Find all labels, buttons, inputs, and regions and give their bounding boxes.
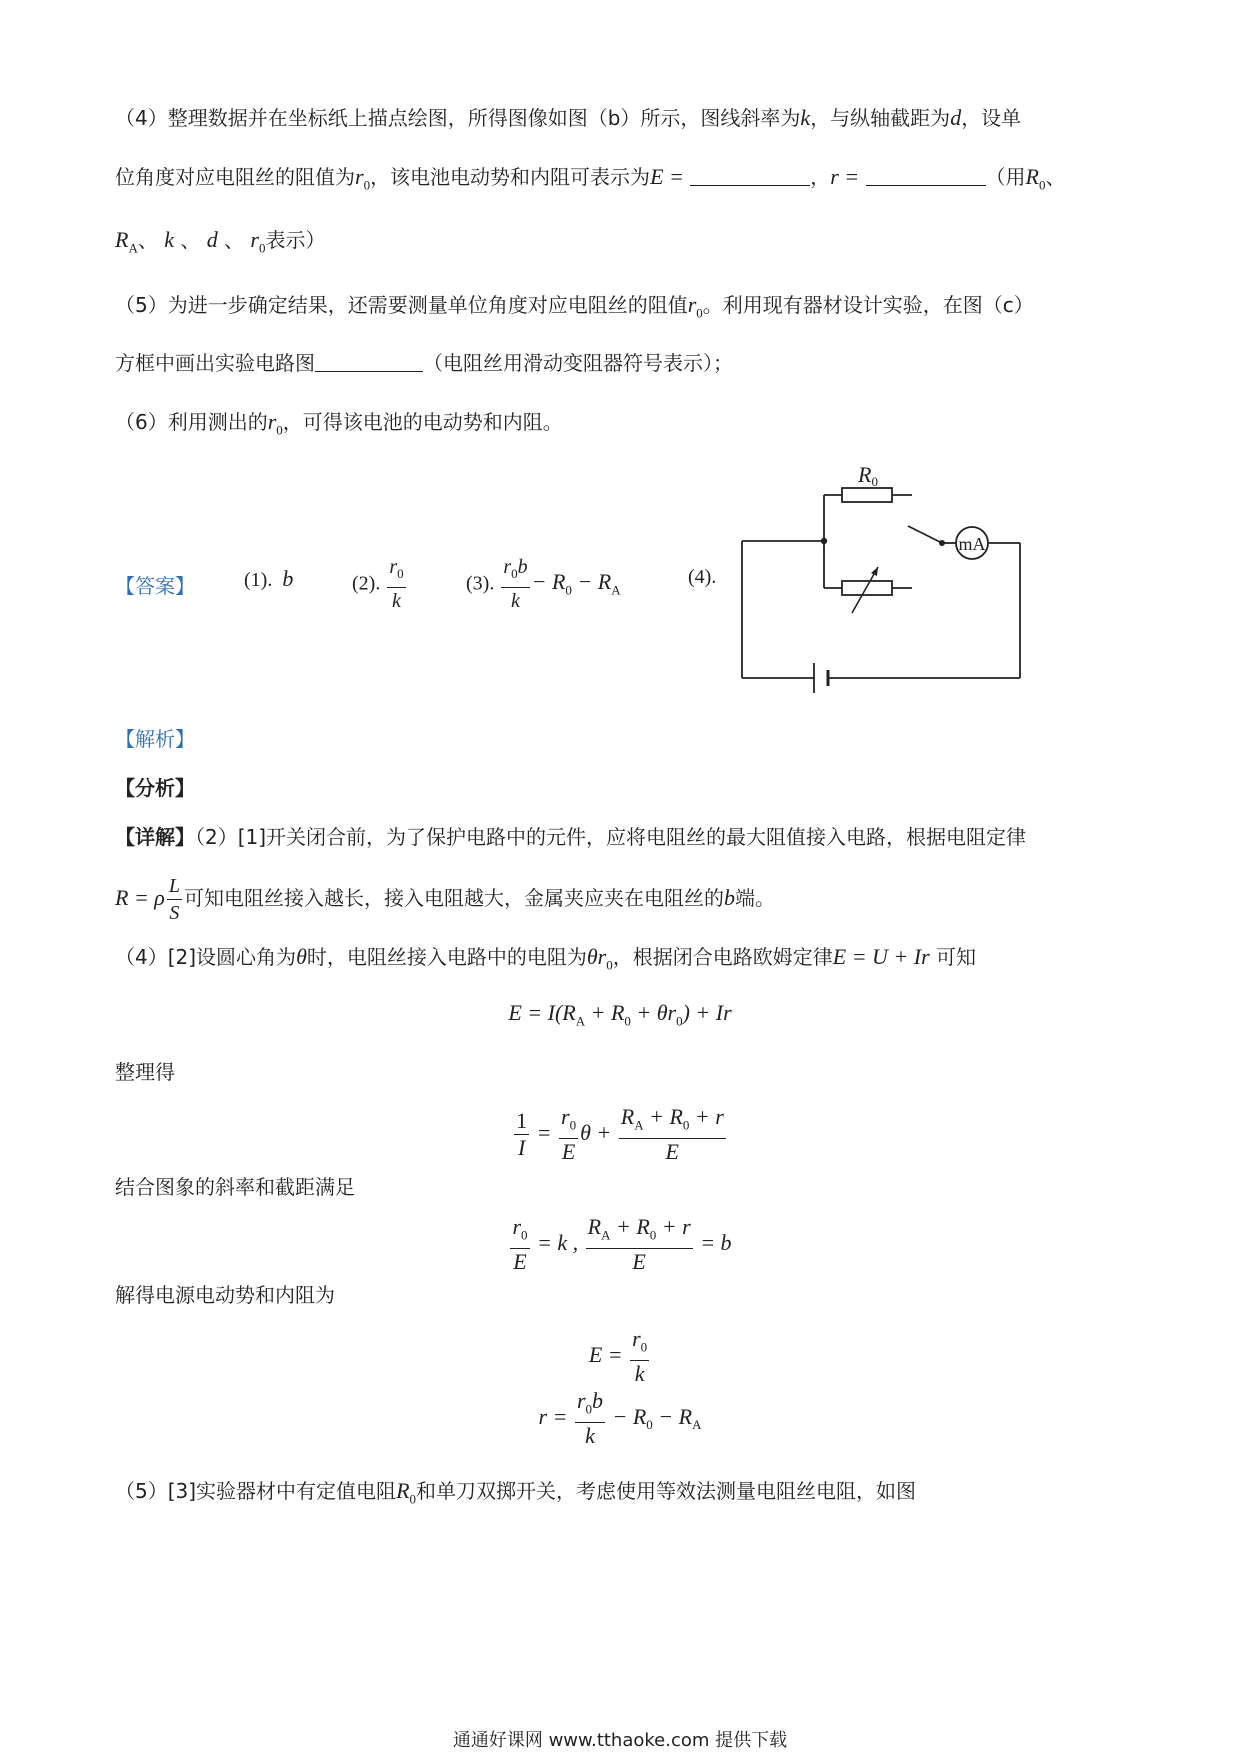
resistor-r0-label: R0 bbox=[858, 462, 878, 489]
milliammeter-label: mA bbox=[958, 534, 986, 554]
answer-tag: 【答案】 bbox=[115, 574, 195, 598]
rheostat-arrow-icon bbox=[871, 567, 878, 576]
circuit-diagram bbox=[730, 455, 1030, 695]
fenxi-tag: 【分析】 bbox=[115, 776, 195, 800]
answer-blank-E[interactable] bbox=[690, 165, 810, 186]
answer-blank-r[interactable] bbox=[866, 165, 986, 186]
analysis-tag: 【解析】 bbox=[115, 727, 195, 751]
detail-line-1: 【详解】（2）[1]开关闭合前，为了保护电路中的元件，应将电阻丝的最大阻值接入电路，根据电阻定律 bbox=[115, 825, 1027, 849]
answer-2: (2). $\frac{r_0}{k}$ bbox=[352, 556, 404, 612]
jiehe-label: 结合图象的斜率和截距满足 bbox=[115, 1175, 355, 1199]
switch-pivot bbox=[939, 540, 945, 546]
answer-blank-circuit[interactable] bbox=[315, 351, 423, 372]
q4-line-1: （4）整理数据并在坐标纸上描点绘图，所得图像如图（b）所示，图线斜率为k，与纵轴截距为d，设单 bbox=[115, 105, 1022, 130]
resistor-r0 bbox=[842, 488, 892, 502]
jiede-label: 解得电源电动势和内阻为 bbox=[115, 1283, 335, 1307]
equation-r: r = $\frac{r_0b}{k}$ − $R_0 - R_A$ bbox=[538, 1388, 702, 1449]
equation-2: $\frac{1}{I}$ = $\frac{r_0}{E}$ θ + $\frac{R_A + R_0 + r}{E}$ bbox=[516, 1104, 724, 1165]
q5-line-2: 方框中画出实验电路图 （电阻丝用滑动变阻器符号表示）； bbox=[115, 351, 733, 375]
footer: 通通好课网 www.tthaoke.com 提供下载 bbox=[452, 1730, 788, 1751]
q5-line-1: （5）为进一步确定结果，还需要测量单位角度对应电阻丝的阻值$r_0$。利用现有器材设计实验，在图（c） bbox=[115, 292, 1034, 321]
answer-3: (3). $\frac{r_0b}{k}$ − $R_0 - R_A$ bbox=[466, 556, 621, 612]
equation-1: $E = I(R_A + R_0 + \theta r_0) + Ir$ bbox=[508, 1000, 732, 1029]
answer-1: (1). b bbox=[244, 566, 294, 591]
q6-line-1: （6）利用测出的$r_0$，可得该电池的电动势和内阻。 bbox=[115, 409, 563, 438]
p4-line: （4）[2]设圆心角为θ时，电阻丝接入电路中的电阻为$\theta r_0$，根据闭合电路欧姆定律E = U + Ir 可知 bbox=[115, 944, 977, 973]
equation-3: $\frac{r_0}{E}$ = k , $\frac{R_A + R_0 + r}{E}$ = b bbox=[512, 1214, 732, 1275]
answer-4: (4). bbox=[688, 566, 717, 588]
q4-line-3: $R_A$、 k 、 d 、 $r_0$表示） bbox=[115, 227, 326, 256]
equation-E: E = $\frac{r_0}{k}$ bbox=[588, 1326, 648, 1387]
detail-line-2: R = ρ $\frac{L}{S}$ 可知电阻丝接入越长，接入电阻越大，金属夹应夹在电阻丝的b端。 bbox=[115, 875, 775, 924]
junction-dot bbox=[821, 538, 827, 544]
p5-line: （5）[3]实验器材中有定值电阻$R_0$和单刀双掷开关，考虑使用等效法测量电阻丝电阻，如图 bbox=[115, 1478, 917, 1507]
q4-line-2: 位角度对应电阻丝的阻值为$r_0$，该电池电动势和内阻可表示为E = ，r = （用$R_0$、 bbox=[115, 164, 1066, 193]
zhengli-label: 整理得 bbox=[115, 1060, 175, 1084]
